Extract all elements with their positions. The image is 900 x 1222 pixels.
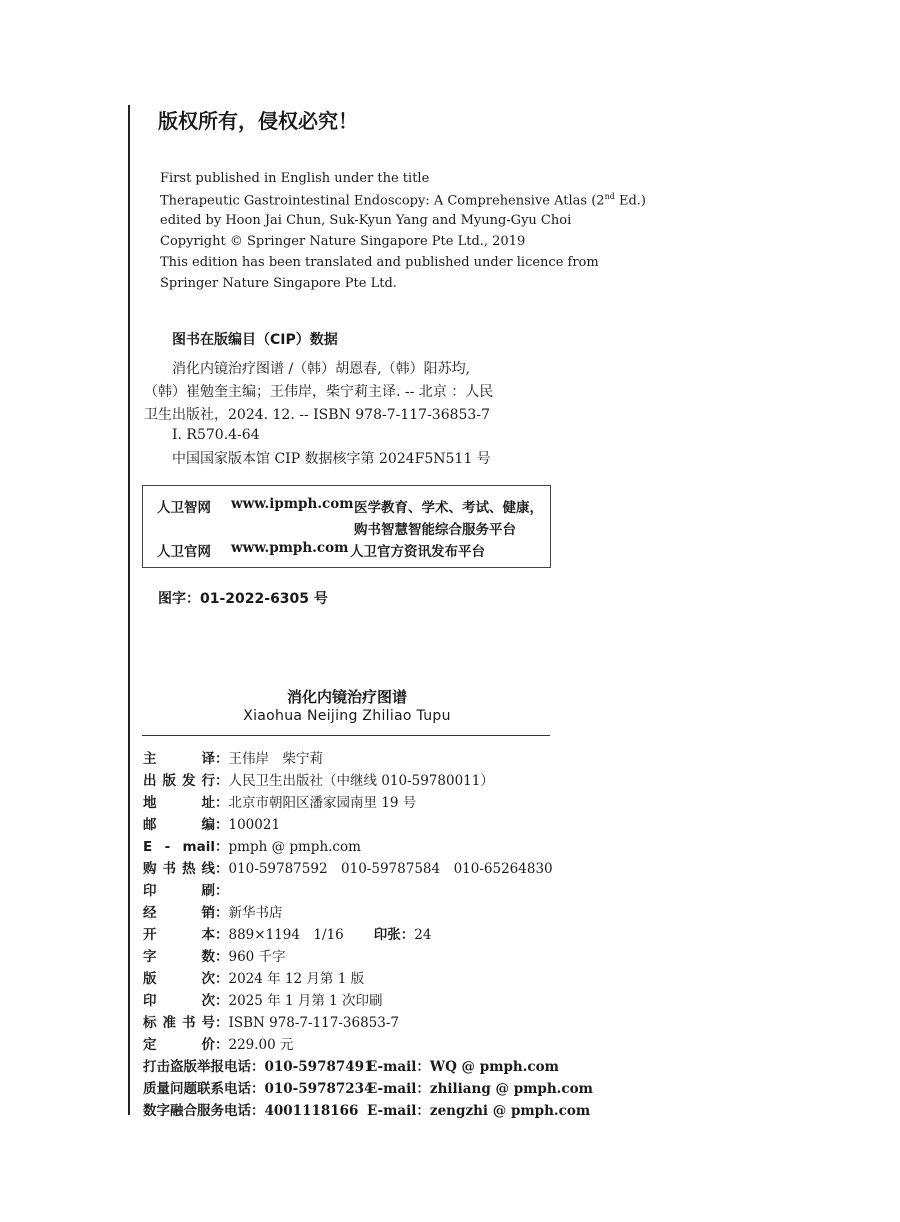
- detail-row: E - mail：pmph @ pmph.com: [143, 839, 361, 855]
- website-name: 人卫官网: [157, 544, 211, 560]
- english-notice-line: Springer Nature Singapore Pte Ltd.: [160, 276, 397, 291]
- website-desc: 购书智慧智能综合服务平台: [354, 522, 516, 538]
- detail-row: 印 次：2025 年 1 月第 1 次印刷: [143, 993, 383, 1009]
- rights-notice: 版权所有，侵权必究！: [158, 109, 358, 133]
- cip-line: 消化内镜治疗图谱 /（韩）胡恩春,（韩）阳苏均,: [172, 361, 471, 377]
- detail-row: 标准书号：ISBN 978-7-117-36853-7: [143, 1015, 400, 1031]
- imprint-number: 图字：01-2022-6305 号: [158, 591, 328, 607]
- divider: [142, 735, 550, 736]
- cip-line: 卫生出版社，2024. 12. -- ISBN 978-7-117-36853-7: [144, 407, 490, 423]
- hotline-row: 数字融合服务电话：4001118166 E-mail：zengzhi @ pmph.com: [143, 1103, 591, 1119]
- book-title: 消化内镜治疗图谱: [286, 688, 407, 706]
- detail-row: 字 数：960 千字: [143, 949, 286, 965]
- website-url[interactable]: www.pmph.com: [231, 540, 349, 556]
- website-box: [142, 485, 551, 568]
- cip-heading: 图书在版编目（CIP）数据: [172, 332, 338, 348]
- cip-line: Ⅰ. R570.4-64: [172, 427, 260, 443]
- english-notice-line: edited by Hoon Jai Chun, Suk-Kyun Yang and Myung-Gyu Choi: [160, 213, 572, 228]
- detail-row: 地 址：北京市朝阳区潘家园南里 19 号: [143, 795, 417, 811]
- left-margin-rule: [128, 105, 130, 1115]
- detail-row: 购书热线：010-59787592 010-59787584 010-65264830: [143, 861, 553, 877]
- detail-row: 经 销：新华书店: [143, 905, 283, 921]
- detail-row: 定 价：229.00 元: [143, 1037, 294, 1053]
- detail-row: 出版发行：人民卫生出版社（中继线 010-59780011）: [143, 773, 494, 789]
- english-notice-line: First published in English under the title: [160, 171, 430, 186]
- detail-row: 版 次：2024 年 12 月第 1 版: [143, 971, 365, 987]
- english-notice-line: Therapeutic Gastrointestinal Endoscopy: A Comprehensive Atlas (2nd Ed.): [160, 192, 647, 209]
- website-desc: 人卫官方资讯发布平台: [350, 544, 485, 560]
- detail-row: 主 译：王伟岸 柴宁莉: [143, 751, 323, 767]
- hotline-row: 打击盗版举报电话：010-59787491 E-mail：WQ @ pmph.com: [143, 1059, 559, 1075]
- english-notice-line: This edition has been translated and published under licence from: [160, 255, 599, 270]
- cip-line: （韩）崔勉奎主编；王伟岸，柴宁莉主译. -- 北京 ：人民: [144, 384, 494, 400]
- cip-line: 中国国家版本馆 CIP 数据核字第 2024F5N511 号: [172, 451, 491, 467]
- detail-row: 开 本：889×1194 1/16 印张：24: [143, 927, 432, 943]
- website-desc: 医学教育、学术、考试、健康，: [354, 500, 543, 516]
- detail-row: 邮 编：100021: [143, 817, 281, 833]
- website-name: 人卫智网: [157, 500, 211, 516]
- detail-row: 印 刷：: [143, 883, 229, 899]
- website-url[interactable]: www.ipmph.com: [231, 496, 354, 512]
- hotline-row: 质量问题联系电话：010-59787234 E-mail：zhiliang @ pmph.com: [143, 1081, 593, 1097]
- english-notice-line: Copyright © Springer Nature Singapore Pte Ltd., 2019: [160, 234, 526, 249]
- book-pinyin: Xiaohua Neijing Zhiliao Tupu: [243, 708, 451, 724]
